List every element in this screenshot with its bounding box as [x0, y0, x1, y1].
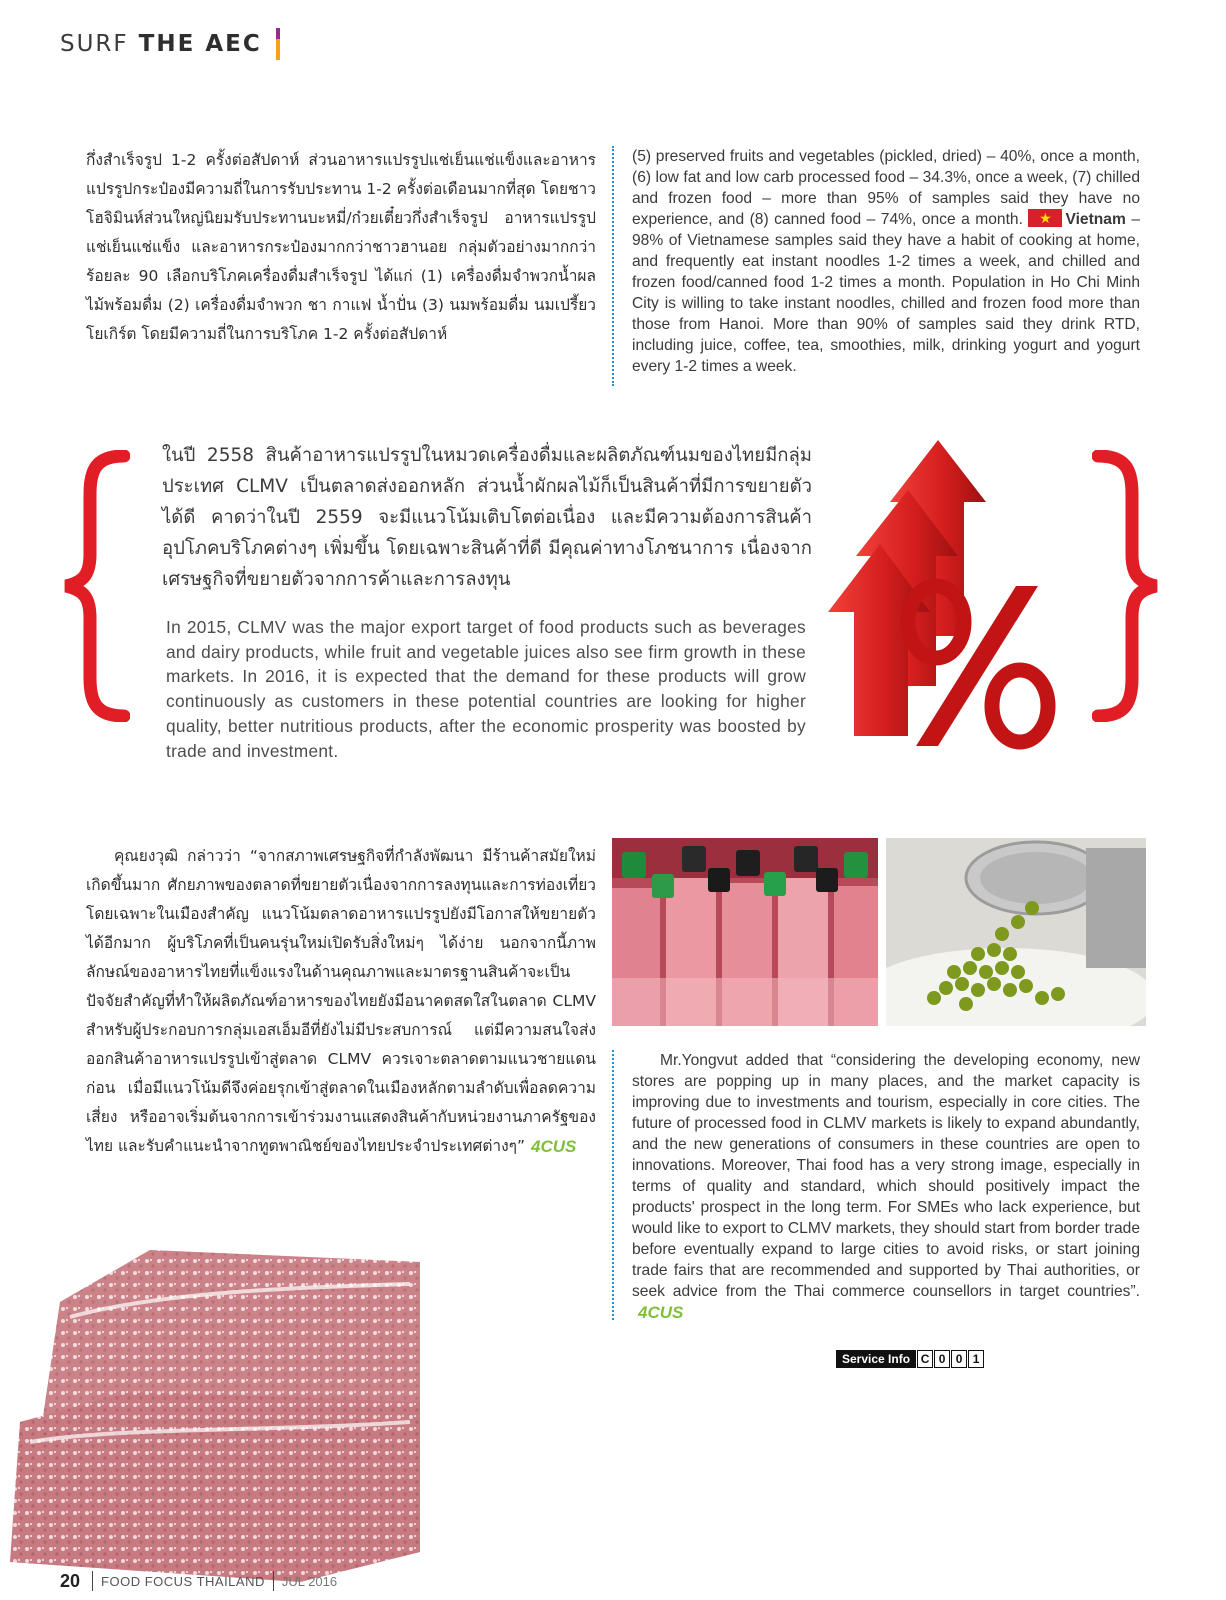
- service-code-digit: 1: [968, 1350, 984, 1368]
- english-quote-text: Mr.Yongvut added that “considering the developing economy, new stores are popping up in many places, and the market capacity is improving due to investments and tourism, especially in core cities. The future of processed food in CLMV markets is likely to expand abundantly, and the new generations of consumers in these countries are open to innovations. Moreover, Thai food has a very strong image, especially in terms of quality and standard, which should positively impact the products' prospect in the long term. For SMEs who lack experience, but would like to export to CLMV markets, they should start from border trade before eventually expand to large cities to avoid risks, or start joining trade fairs that are recommended and supported by Thai authorities, or seek advice from the Thai commerce counsellors in target countries”.: [632, 1052, 1140, 1300]
- frozen-meat-photo: [0, 1222, 430, 1596]
- right-brace-icon: [1092, 450, 1164, 726]
- bottom-right-column: [632, 1050, 1140, 1323]
- magazine-name: FOOD FOCUS THAILAND: [101, 1573, 265, 1589]
- page-footer: [60, 1570, 337, 1592]
- footer-divider: [273, 1571, 274, 1591]
- focus-logo: 4CUS: [531, 1137, 577, 1156]
- canned-peas-photo: [886, 838, 1146, 1026]
- survey-text-2: – 98% of Vietnamese samples said they have a habit of cooking at home, and frequently eat instant noodles 1-2 times a week, and chilled and frozen food/canned food 1-2 times a month. Population in Ho Chi Minh City is willing to take instant noodles, chilled and frozen food more than those from Hanoi. More than 90% of samples said they drink RTD, including juice, coffee, tea, smoothies, milk, drinking yogurt and yogurt every 1-2 times a week.: [632, 211, 1141, 375]
- column-divider-top: [612, 146, 614, 386]
- section-title-light: SURF: [60, 31, 129, 57]
- service-code-digit: 0: [934, 1350, 950, 1368]
- bottom-left-column: [86, 842, 596, 1161]
- english-paragraph-top: [632, 146, 1140, 377]
- thai-quote-text: คุณยงวุฒิ กล่าวว่า “จากสภาพเศรษฐกิจที่กำลังพัฒนา มีร้านค้าสมัยใหม่เกิดขึ้นมาก ศักยภาพของตลาดที่ขยายตัวเนื่องจากการลงทุนและการท่องเที่ยว โดยเฉพาะในเมืองสำคัญ แนวโน้มตลาดอาหารแปรรูปยังมีโอกาสให้ขยายตัวได้อีกมาก ผู้บริโภคที่เป็นคนรุ่นใหม่เปิดรับสิ่งใหม่ๆ ได้ง่าย นอกจากนี้ภาพลักษณ์ของอาหารไทยที่แข็งแรงในด้านคุณภาพและมาตรฐานสินค้าจะเป็นปัจจัยสำคัญที่ทำให้ผลิตภัณฑ์อาหารของไทยยังมีอนาคตสดใสในตลาด CLMV สำหรับผู้ประกอบการกลุ่มเอสเอ็มอีที่ยังไม่มีประสบการณ์ แต่มีความสนใจส่งออกสินค้าอาหารแปรรูปเข้าสู่ตลาด CLMV ควรเจาะตลาดตามแนวชายแดนก่อน เมื่อมีแนวโน้มดีจึงค่อยรุกเข้าสู่ตลาดในเมืองหลักตามลำดับเพื่อลดความเสี่ยง หรืออาจเริ่มต้นจากการเข้าร่วมงานแสดงสินค้ากับหน่วยงานภาครัฐของไทย และรับคำแนะนำจากทูตพาณิชย์ของไทยประจำประเทศต่างๆ”: [86, 847, 596, 1155]
- survey-text-1: (5) preserved fruits and vegetables (pickled, dried) – 40%, once a month, (6) low fat and low carb processed food – 34.3%, once a week, (7) chilled and frozen food – more than 95% of samples said they have no experience, and (8) canned food – 74%, once a month.: [632, 148, 1140, 228]
- english-paragraph-quote: [632, 1050, 1140, 1323]
- growth-percent-arrows-image: [826, 436, 1076, 754]
- top-left-column: [86, 146, 596, 349]
- left-brace-icon: [58, 450, 130, 726]
- pull-quote-english: In 2015, CLMV was the major export target of food products such as beverages and dairy products, while fruit and vegetable juices also see firm growth in these markets. In 2016, it is expected that the demand for these products will grow continuously as customers in these potential countries are looking for higher quality, better nutritious products, after the economic prosperity was boosted by trade and investment.: [166, 617, 806, 761]
- thai-paragraph-top: กึ่งสำเร็จรูป 1-2 ครั้งต่อสัปดาห์ ส่วนอาหารแปรรูปแช่เย็นแช่แข็งและอาหารแปรรูปกระป๋องมีความถี่ในการรับประทาน 1-2 ครั้งต่อเดือนมากที่สุด โดยชาวโฮจิมินห์ส่วนใหญ่นิยมรับประทานบะหมี่/ก๋วยเตี๋ยวกึ่งสำเร็จรูป อาหารแปรรูปแช่เย็นแช่แข็ง และอาหารกระป๋องมากกว่าชาวฮานอย กลุ่มตัวอย่างมากกว่าร้อยละ 90 เลือกบริโภคเครื่องดื่มสำเร็จรูป ได้แก่ (1) เครื่องดื่มจำพวกน้ำผลไม้พร้อมดื่ม (2) เครื่องดื่มจำพวก ชา กาแฟ น้ำปั่น (3) นมพร้อมดื่ม นมเปรี้ยว โยเกิร์ต โดยมีความถี่ในการบริโภค 1-2 ครั้งต่อสัปดาห์: [86, 151, 596, 343]
- pull-quote-thai: ในปี 2558 สินค้าอาหารแปรรูปในหมวดเครื่องดื่มและผลิตภัณฑ์นมของไทยมีกลุ่มประเทศ CLMV เป็นตลาดส่งออกหลัก ส่วนน้ำผักผลไม้ก็เป็นสินค้าที่มีการขยายตัวได้ดี คาดว่าในปี 2559 จะมีแนวโน้มเติบโตต่อเนื่อง และมีความต้องการสินค้าอุปโภคบริโภคต่างๆ เพิ่มขึ้น โดยเฉพาะสินค้าที่ดี มีคุณค่าทางโภชนาการ เนื่องจากเศรษฐกิจที่ขยายตัวจากการค้าและการลงทุน: [162, 445, 812, 590]
- issue-date: JUL 2016: [281, 1573, 338, 1589]
- vietnam-label: Vietnam: [1065, 211, 1126, 228]
- juice-bottles-photo: [612, 838, 878, 1026]
- service-info-label: Service Info: [836, 1350, 916, 1368]
- top-right-column: [632, 146, 1140, 377]
- footer-divider: [92, 1571, 93, 1591]
- section-header: [60, 28, 280, 60]
- service-code-digit: 0: [951, 1350, 967, 1368]
- service-code-digit: C: [917, 1350, 933, 1368]
- focus-logo-end: 4CUS: [638, 1303, 684, 1322]
- page-number: 20: [60, 1570, 81, 1591]
- header-accent-bar: [276, 28, 280, 60]
- vietnam-flag-icon: ★: [1028, 209, 1062, 227]
- thai-paragraph-quote: [86, 842, 596, 1161]
- column-divider-bottom: [612, 1050, 614, 1320]
- service-info-box: [836, 1350, 984, 1368]
- section-title-bold: THE AEC: [138, 31, 262, 57]
